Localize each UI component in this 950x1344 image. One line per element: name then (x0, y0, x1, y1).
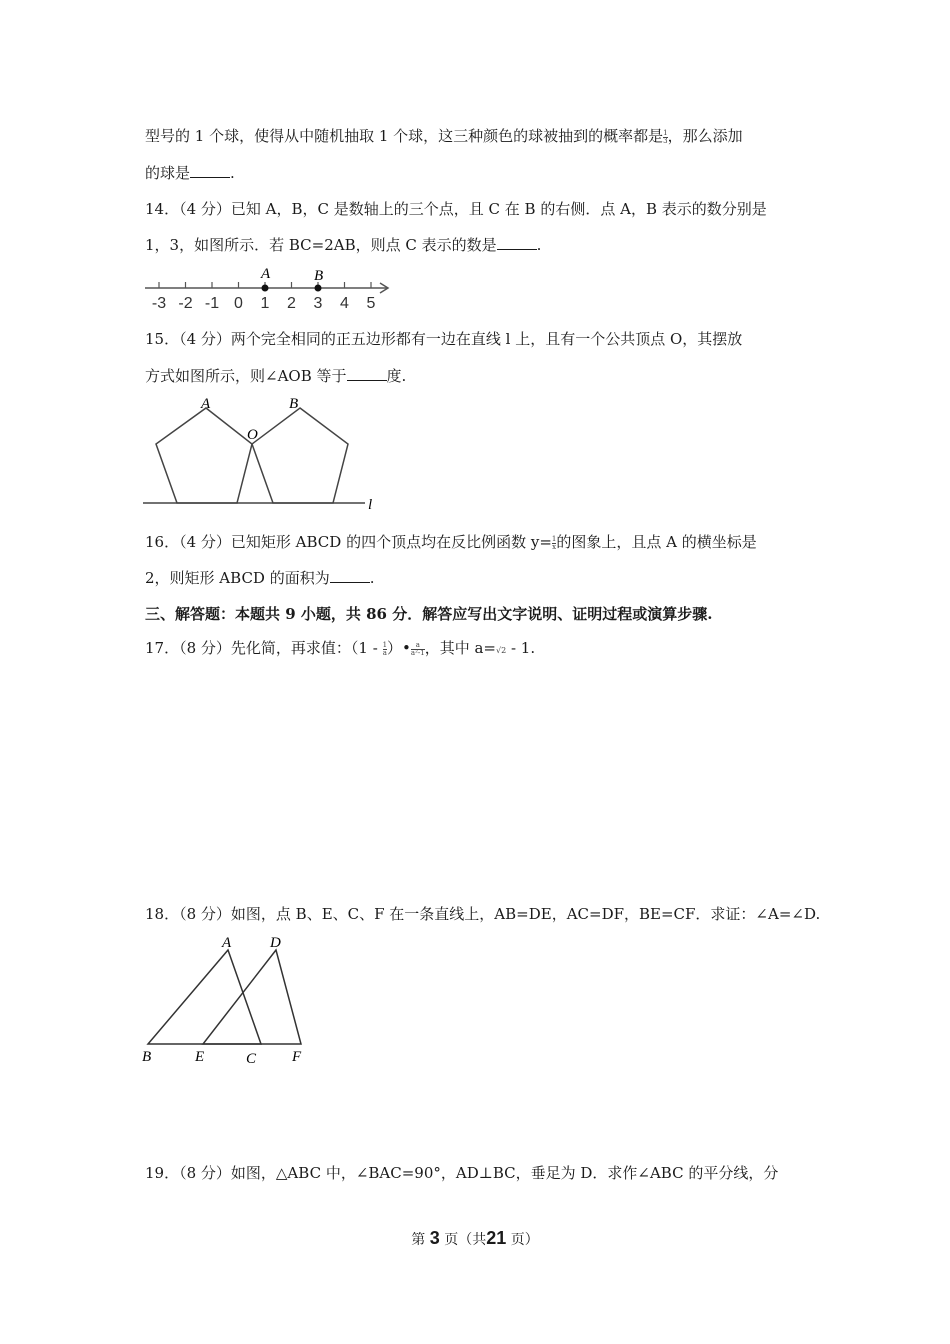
q13-line2 (145, 163, 235, 183)
frac-numerator: 1 (551, 534, 557, 543)
q17-part1: 17．（8 分）先化简，再求值：（1 - (145, 639, 383, 657)
q15-line1: 15．（4 分）两个完全相同的正五边形都有一边在直线 l 上，且有一个公共顶点 O，其摆放 (145, 330, 743, 348)
label-f: F (292, 1049, 302, 1065)
q17-part3: ，其中 a= (424, 639, 496, 657)
tick-label: -2 (178, 295, 193, 312)
q14-period: . (536, 236, 542, 254)
q16-text: 16．（4 分）已知矩形 ABCD 的四个顶点均在反比例函数 y= (145, 533, 552, 551)
page-number: 3 (429, 1228, 440, 1248)
triangle-abc (148, 950, 261, 1044)
q14-line1: 14．（4 分）已知 A，B，C 是数轴上的三个点，且 C 在 B 的右侧．点 A，B 表示的数分别是 (145, 200, 767, 218)
label-a: A (222, 935, 232, 951)
answer-blank (330, 568, 370, 583)
q17-part4: - 1. (506, 639, 536, 657)
q16-line2 (145, 568, 375, 588)
tick-label: 2 (287, 295, 296, 312)
q13-text-end: ，那么添加 (667, 127, 743, 145)
q16-text-b: 的图象上，且点 A 的横坐标是 (556, 533, 757, 551)
label-b: B (142, 1049, 152, 1065)
frac-denominator: x (552, 542, 557, 551)
frac-numerator: 1 (663, 128, 668, 137)
triangle-def (203, 950, 301, 1044)
q13-line1 (145, 126, 743, 146)
q14-line2 (145, 235, 541, 255)
total-pages: 21 (486, 1228, 507, 1248)
footer-prefix: 第 (411, 1232, 426, 1248)
q15-text-end: 度. (386, 367, 407, 385)
tick-label: 0 (234, 295, 243, 312)
number-line-figure (140, 264, 400, 314)
label-e: E (195, 1049, 205, 1065)
point-a-dot (262, 285, 269, 292)
triangles-figure (138, 930, 338, 1070)
left-pentagon (156, 408, 252, 503)
q17-line1 (145, 638, 535, 661)
q15-line2 (145, 366, 406, 386)
answer-blank (347, 366, 387, 381)
frac-denominator: a²-1 (410, 648, 425, 657)
section-heading: 三、解答题：本题共 9 小题，共 86 分．解答应写出文字说明、证明过程或演算步骤. (145, 605, 713, 623)
line-l-label: l (368, 497, 373, 513)
tick-label: -3 (151, 295, 167, 312)
tick-label: 4 (340, 295, 349, 312)
answer-blank (190, 163, 230, 178)
q17-part2: ）• (387, 639, 411, 657)
tick-label: 1 (260, 295, 270, 312)
answer-blank (497, 235, 537, 250)
vertex-o-label: O (247, 427, 258, 443)
point-b-label: B (314, 268, 324, 284)
vertex-a-label: A (201, 396, 211, 412)
point-a-label: A (261, 266, 271, 282)
q13-text: 型号的 1 个球，使得从中随机抽取 1 个球，这三种颜色的球被抽到的概率都是 (145, 127, 664, 145)
tick-label: 3 (313, 295, 323, 312)
label-c: C (246, 1051, 257, 1067)
frac-numerator: a (415, 640, 420, 649)
pentagons-figure (140, 392, 390, 514)
vertex-b-label: B (289, 396, 299, 412)
page-footer (0, 1228, 950, 1249)
right-pentagon (252, 408, 348, 503)
q16-line1 (145, 532, 757, 552)
q13-text2: 的球是 (145, 164, 191, 182)
tick-label: -1 (204, 295, 220, 312)
q18-line1: 18．（8 分）如图，点 B、E、C、F 在一条直线上，AB=DE，AC=DF，BE=CF．求证：∠A=∠D. (145, 905, 821, 923)
point-b-dot (315, 285, 322, 292)
q16-text2: 2，则矩形 ABCD 的面积为 (145, 569, 330, 587)
q17-fraction2 (411, 642, 425, 657)
footer-middle: 页（共 (444, 1232, 487, 1248)
tick-label: 5 (366, 295, 376, 312)
q15-text2: 方式如图所示，则∠AOB 等于 (145, 367, 347, 385)
frac-denominator: 3 (663, 136, 668, 145)
sqrt-expression: √2 (495, 646, 507, 655)
q13-period: . (230, 164, 235, 182)
frac-numerator: 1 (382, 640, 388, 649)
q16-period: . (369, 569, 375, 587)
q19-line1: 19．（8 分）如图，△ABC 中，∠BAC=90°，AD⊥BC，垂足为 D．求作∠ABC 的平分线，分 (145, 1164, 779, 1182)
q14-text2: 1，3，如图所示．若 BC=2AB，则点 C 表示的数是 (145, 236, 497, 254)
label-d: D (270, 935, 281, 951)
frac-denominator: a (382, 648, 387, 657)
footer-suffix: 页） (510, 1232, 539, 1248)
